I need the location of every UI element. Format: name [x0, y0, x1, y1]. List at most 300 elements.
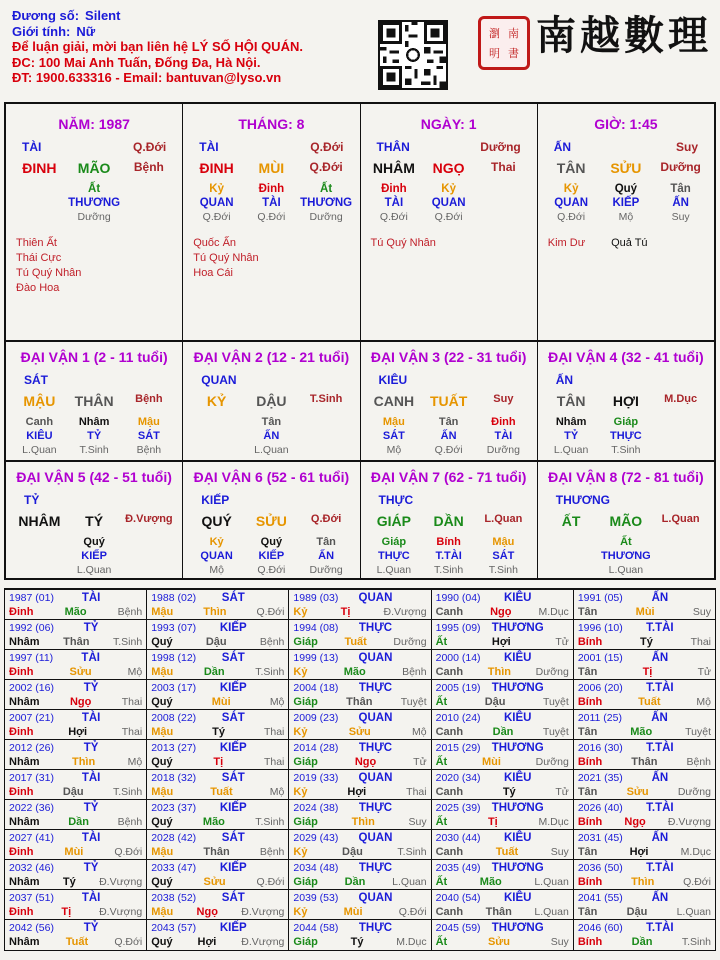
year-label: 2035 (49)	[435, 861, 481, 874]
year-bottom	[578, 785, 711, 799]
hidden-ten-god: TỶ	[564, 430, 579, 442]
year-top	[151, 890, 284, 905]
hidden-ten-god: TÀI	[384, 197, 404, 209]
year-branch: Thân	[631, 756, 658, 768]
year-ten-god: THƯƠNG	[491, 621, 544, 634]
year-label: 2025 (39)	[435, 801, 481, 814]
dai-van-stem: ẤT	[561, 513, 581, 529]
year-ten-god: TỶ	[83, 801, 99, 814]
year-bottom	[9, 905, 142, 919]
year-row	[5, 830, 715, 860]
year-branch: Dậu	[342, 846, 363, 858]
hidden-ten-god: KIẾP	[258, 550, 285, 562]
year-status: Đ.Vượng	[667, 816, 712, 828]
year-bottom	[293, 605, 426, 619]
year-label: 2043 (57)	[151, 921, 197, 934]
seal-char: 書	[508, 47, 519, 60]
qr-code-icon	[378, 20, 448, 90]
year-cell	[432, 800, 574, 829]
empty-slot	[476, 196, 531, 210]
heavenly-stem: ĐINH	[199, 160, 234, 176]
hidden-stems	[367, 182, 531, 224]
year-label: 2008 (22)	[151, 711, 197, 724]
year-top	[578, 920, 711, 935]
shensha-list	[548, 236, 708, 251]
hidden-stem: Mậu	[492, 536, 515, 548]
year-status: Dưỡng	[677, 786, 711, 798]
dai-van-6	[183, 462, 360, 578]
year-stem: Bính	[577, 876, 603, 888]
year-branch: Dần	[492, 726, 514, 738]
dai-van-stem: TÂN	[556, 393, 586, 409]
year-status: Thai	[263, 756, 285, 768]
header-info	[12, 8, 303, 86]
year-ten-god: TÀI	[81, 891, 101, 904]
year-label: 2039 (53)	[293, 891, 339, 904]
dai-van-status: L.Quan	[661, 513, 700, 525]
year-cell	[574, 920, 715, 950]
year-cell	[574, 590, 715, 619]
hidden-stem: Tân	[316, 536, 336, 548]
year-label: 2014 (28)	[293, 741, 339, 754]
year-branch: Tị	[213, 756, 224, 768]
earthly-branch: SỬU	[610, 160, 642, 176]
year-ten-god: ẤN	[651, 711, 668, 724]
year-branch: Mão	[64, 606, 87, 618]
dai-van-ten-god: TỶ	[24, 493, 40, 507]
year-bottom	[578, 755, 711, 769]
empty-slot	[189, 443, 244, 457]
dai-van-ten-god: THỰC	[378, 493, 414, 507]
dai-van-status: Đ.Vượng	[125, 513, 173, 525]
year-branch: Thìn	[351, 816, 375, 828]
year-stem: Mậu	[151, 666, 174, 678]
year-status: Thai	[263, 726, 285, 738]
gioi-tinh-label: Giới tính:	[12, 23, 71, 39]
year-top	[436, 860, 569, 875]
year-ten-god: KIÊU	[503, 831, 532, 844]
year-branch: Hợi	[629, 846, 649, 858]
empty-slot	[122, 563, 177, 577]
year-row	[5, 680, 715, 710]
year-top	[9, 680, 142, 695]
hidden-stem: Mậu	[382, 416, 405, 428]
year-status: T.Sinh	[681, 936, 712, 948]
year-row	[5, 740, 715, 770]
dai-van-title: ĐẠI VẬN 4 (32 - 41 tuổi)	[548, 349, 704, 365]
year-ten-god: KIÊU	[503, 711, 532, 724]
year-stem: Quý	[151, 936, 173, 948]
year-ten-god: THỰC	[358, 921, 393, 934]
year-cell	[432, 680, 574, 709]
year-stem: Ất	[435, 756, 448, 768]
year-stem: Ất	[435, 876, 448, 888]
year-stem: Canh	[435, 666, 464, 678]
empty-slot	[122, 210, 177, 224]
year-top	[578, 650, 711, 665]
year-status: Đ.Vượng	[99, 906, 143, 918]
year-ten-god: QUAN	[358, 771, 393, 784]
year-label: 2026 (40)	[577, 801, 623, 814]
empty-slot	[12, 535, 67, 549]
empty-slot	[12, 210, 67, 224]
year-stem: Tân	[577, 906, 598, 918]
dai-van-row-2	[6, 462, 714, 578]
year-label: 2002 (16)	[9, 681, 54, 694]
year-stem: Giáp	[293, 696, 318, 708]
dai-van-status: M.Dục	[664, 393, 698, 405]
year-ten-god: T.TÀI	[646, 621, 674, 634]
year-stem: Canh	[435, 606, 464, 618]
year-top	[578, 740, 711, 755]
dai-van-stem-branch	[367, 513, 531, 529]
year-top	[293, 920, 426, 935]
year-stem: Bính	[577, 696, 603, 708]
year-branch: Tý	[350, 936, 364, 948]
year-label: 2046 (60)	[577, 921, 623, 934]
year-label: 2040 (54)	[435, 891, 481, 904]
year-label: 2010 (24)	[435, 711, 481, 724]
year-bottom	[293, 935, 426, 949]
year-cell	[5, 920, 147, 950]
dai-van-1	[6, 342, 183, 460]
year-ten-god: ẤN	[651, 891, 669, 904]
year-top	[578, 590, 711, 605]
year-bottom	[151, 815, 284, 829]
year-cell	[574, 800, 715, 829]
year-ten-god: THƯƠNG	[491, 921, 544, 934]
hidden-stem: Tân	[670, 183, 691, 195]
year-top	[578, 860, 711, 875]
year-status: Mộ	[696, 696, 712, 708]
empty-slot	[189, 415, 244, 429]
year-ten-god: QUAN	[358, 591, 393, 604]
year-label: 2016 (30)	[577, 741, 623, 754]
year-status: Đ.Vượng	[383, 606, 427, 618]
year-status: Dưỡng	[393, 636, 427, 648]
year-top	[151, 830, 284, 845]
year-status: Mộ	[269, 696, 285, 708]
pillar-ten-god-row	[199, 140, 343, 154]
year-top	[151, 920, 284, 935]
hidden-ten-god: THỰC	[610, 430, 642, 442]
year-bottom	[578, 635, 711, 649]
dai-van-8	[538, 462, 714, 578]
shensha-star: Đào Hoa	[16, 282, 60, 294]
year-ten-god: THƯƠNG	[491, 681, 544, 694]
year-bottom	[578, 845, 711, 859]
year-stem: Nhâm	[9, 696, 40, 708]
year-bottom	[151, 845, 284, 859]
year-ten-god: KIÊU	[503, 771, 532, 784]
hidden-ten-god: TÀI	[494, 430, 513, 442]
year-branch: Tuất	[344, 636, 367, 648]
hidden-ten-god: QUAN	[199, 197, 234, 209]
year-bottom	[9, 845, 142, 859]
year-cell	[147, 590, 289, 619]
year-top	[578, 620, 711, 635]
year-row	[5, 770, 715, 800]
year-cell	[432, 890, 574, 919]
year-top	[9, 920, 142, 935]
empty-slot	[653, 563, 708, 577]
year-top	[436, 650, 569, 665]
year-stem: Mậu	[151, 786, 174, 798]
year-stem: Đinh	[9, 726, 34, 738]
dai-van-row-1	[6, 342, 714, 462]
year-cell	[147, 860, 289, 889]
year-cell	[147, 770, 289, 799]
hidden-ten-god: T.TÀI	[435, 550, 462, 562]
hidden-ten-god: THƯƠNG	[68, 197, 121, 209]
year-cell	[432, 710, 574, 739]
pillar-ten-god-row	[377, 140, 521, 154]
year-branch: Mùi	[64, 846, 84, 858]
year-status: Tử	[555, 636, 569, 648]
year-ten-god: TỶ	[83, 621, 99, 634]
hidden-status: L.Quan	[22, 444, 57, 456]
year-cell	[289, 650, 431, 679]
year-label: 2017 (31)	[9, 771, 54, 784]
year-cell	[574, 710, 715, 739]
year-top	[293, 650, 426, 665]
year-cell	[5, 890, 147, 919]
year-cell	[574, 740, 715, 769]
branch-status: Bệnh	[133, 160, 164, 174]
year-label: 1993 (07)	[151, 621, 197, 634]
year-branch: Ngọ	[490, 606, 512, 618]
shensha-star: Hoa Cái	[193, 267, 233, 279]
hidden-stem: Kỷ	[209, 536, 224, 548]
stem-ten-god: ẤN	[553, 140, 572, 154]
year-status: Dưỡng	[535, 666, 569, 678]
year-cell	[5, 620, 147, 649]
hidden-status: T.Sinh	[434, 564, 464, 576]
year-status: Q.Đới	[256, 606, 285, 618]
heavenly-stem: ĐINH	[22, 160, 57, 176]
year-row	[5, 920, 715, 950]
year-top	[293, 830, 426, 845]
year-ten-god: THỰC	[358, 801, 393, 814]
year-label: 2045 (59)	[435, 921, 481, 934]
shensha-star: Thiên Ất	[16, 237, 57, 249]
year-top	[578, 680, 711, 695]
year-label: 2000 (14)	[435, 651, 481, 664]
year-bottom	[9, 935, 142, 949]
year-top	[9, 710, 142, 725]
hidden-ten-god: TÀI	[262, 197, 281, 209]
year-cell	[574, 890, 715, 919]
empty-slot	[653, 415, 708, 429]
year-cell	[574, 680, 715, 709]
year-status: Mộ	[127, 666, 143, 678]
year-label: 2041 (55)	[577, 891, 623, 904]
year-label: 2037 (51)	[9, 891, 54, 904]
year-status: M.Dục	[396, 936, 427, 948]
year-status: T.Sinh	[113, 786, 143, 798]
year-status: L.Quan	[534, 906, 569, 918]
hidden-ten-god: SÁT	[382, 430, 405, 442]
year-cell	[5, 740, 147, 769]
year-cell	[5, 710, 147, 739]
year-row	[5, 860, 715, 890]
dai-van-ten-god: THƯƠNG	[555, 493, 610, 507]
hidden-status: Dưỡng	[309, 211, 343, 223]
year-label: 2024 (38)	[293, 801, 339, 814]
year-row	[5, 590, 715, 620]
year-bottom	[9, 785, 142, 799]
empty-slot	[653, 443, 708, 457]
dai-van-7	[361, 462, 538, 578]
year-ten-god: ẤN	[651, 771, 669, 784]
year-cell	[289, 860, 431, 889]
year-label: 2003 (17)	[151, 681, 197, 694]
year-label: 2031 (45)	[577, 831, 623, 844]
year-top	[293, 590, 426, 605]
dai-van-stem-branch	[544, 393, 708, 409]
year-branch: Tị	[340, 606, 351, 618]
pillar-0	[6, 104, 183, 340]
year-cell	[574, 860, 715, 889]
hidden-status: L.Quan	[553, 444, 589, 456]
year-bottom	[151, 935, 284, 949]
year-bottom	[9, 875, 142, 889]
dai-van-status: T.Sinh	[309, 393, 343, 405]
year-label: 2042 (56)	[9, 921, 54, 934]
year-top	[436, 590, 569, 605]
year-cell	[574, 620, 715, 649]
year-ten-god: THƯƠNG	[491, 801, 544, 814]
year-bottom	[151, 635, 284, 649]
red-seal-stamp	[478, 16, 530, 70]
year-status: Tuyệt	[542, 726, 569, 738]
year-label: 2028 (42)	[151, 831, 197, 844]
year-label: 1988 (02)	[151, 591, 197, 604]
dai-van-stem: QUÝ	[201, 513, 232, 529]
year-cell	[432, 920, 574, 950]
year-stem: Mậu	[151, 726, 174, 738]
year-bottom	[151, 725, 284, 739]
year-stem: Ất	[435, 816, 448, 828]
dai-van-stem: NHÂM	[18, 513, 61, 529]
year-status: Dưỡng	[535, 756, 569, 768]
hidden-ten-god: KIẾP	[612, 197, 640, 209]
year-status: Thai	[690, 636, 712, 648]
year-status: Q.Đới	[256, 876, 285, 888]
dai-van-hidden	[367, 415, 531, 457]
year-branch: Tuất	[210, 786, 233, 798]
hidden-status: Dưỡng	[309, 564, 343, 576]
hidden-status: L.Quan	[254, 444, 289, 456]
dai-van-title: ĐẠI VẬN 8 (72 - 81 tuổi)	[548, 469, 704, 485]
year-stem: Giáp	[293, 756, 318, 768]
empty-slot	[476, 210, 531, 224]
dai-van-ten-god: ẤN	[555, 373, 574, 387]
year-status: Thai	[121, 696, 143, 708]
empty-slot	[653, 535, 708, 549]
year-cell	[289, 620, 431, 649]
year-branch: Mùi	[343, 906, 363, 918]
year-top	[436, 770, 569, 785]
dai-van-branch: TUẤT	[429, 393, 468, 409]
year-label: 1997 (11)	[9, 651, 54, 664]
hidden-stems	[189, 182, 353, 224]
year-top	[151, 590, 284, 605]
year-label: 2038 (52)	[151, 891, 197, 904]
year-top	[9, 800, 142, 815]
year-top	[9, 860, 142, 875]
dai-van-branch: DẦN	[433, 513, 464, 529]
dai-van-title: ĐẠI VẬN 2 (12 - 21 tuổi)	[193, 349, 350, 365]
year-branch: Mão	[202, 816, 225, 828]
hidden-ten-god: ẤN	[672, 197, 689, 209]
year-branch: Dậu	[626, 906, 648, 918]
year-top	[578, 710, 711, 725]
year-status: T.Sinh	[397, 846, 427, 858]
stem-branch-row	[367, 160, 531, 176]
hidden-ten-god: ẤN	[440, 430, 457, 442]
year-top	[9, 590, 142, 605]
year-stem: Giáp	[293, 636, 318, 648]
year-label: 2001 (15)	[577, 651, 623, 664]
year-bottom	[151, 605, 284, 619]
year-branch: Sửu	[203, 876, 226, 888]
hidden-ten-god: THƯƠNG	[601, 550, 651, 562]
year-top	[293, 770, 426, 785]
shensha-star: Tú Quý Nhân	[370, 237, 436, 249]
dai-van-branch: TÝ	[85, 513, 104, 529]
earthly-branch: MÃO	[77, 160, 111, 176]
year-label: 2005 (19)	[435, 681, 481, 694]
year-stem: Kỷ	[293, 726, 308, 738]
year-stem: Nhâm	[9, 816, 40, 828]
year-branch: Thân	[346, 696, 373, 708]
year-cell	[147, 830, 289, 859]
year-bottom	[293, 695, 426, 709]
year-branch: Thìn	[71, 756, 96, 768]
hidden-status: Q.Đới	[557, 211, 586, 223]
dai-van-branch: MÃO	[609, 513, 643, 529]
hidden-ten-god: KIẾP	[81, 550, 107, 562]
empty-slot	[476, 182, 531, 196]
year-stem: Giáp	[293, 936, 318, 948]
year-cell	[289, 770, 431, 799]
year-label: 2019 (33)	[293, 771, 339, 784]
year-label: 2012 (26)	[9, 741, 54, 754]
dai-van-branch: DẬU	[256, 393, 287, 409]
dai-van-hidden	[367, 535, 531, 577]
year-stem: Bính	[577, 756, 603, 768]
year-status: Q.Đới	[398, 906, 427, 918]
hidden-status: Q.Đới	[434, 211, 463, 223]
year-stem: Tân	[577, 606, 598, 618]
pillar-title: NGÀY: 1	[420, 116, 477, 132]
dai-van-title: ĐẠI VẬN 7 (62 - 71 tuổi)	[370, 469, 527, 485]
year-top	[293, 680, 426, 695]
stem-branch-row	[189, 160, 353, 176]
year-bottom	[151, 665, 284, 679]
year-ten-god: THỰC	[358, 741, 393, 754]
year-bottom	[578, 725, 711, 739]
year-cell	[432, 620, 574, 649]
year-ten-god: TÀI	[81, 591, 101, 604]
empty-slot	[122, 549, 177, 563]
year-label: 2029 (43)	[293, 831, 339, 844]
year-label: 2033 (47)	[151, 861, 197, 874]
year-cell	[432, 650, 574, 679]
branch-status: Q.Đới	[309, 160, 343, 174]
dai-van-ten-god: KIÊU	[378, 373, 408, 387]
